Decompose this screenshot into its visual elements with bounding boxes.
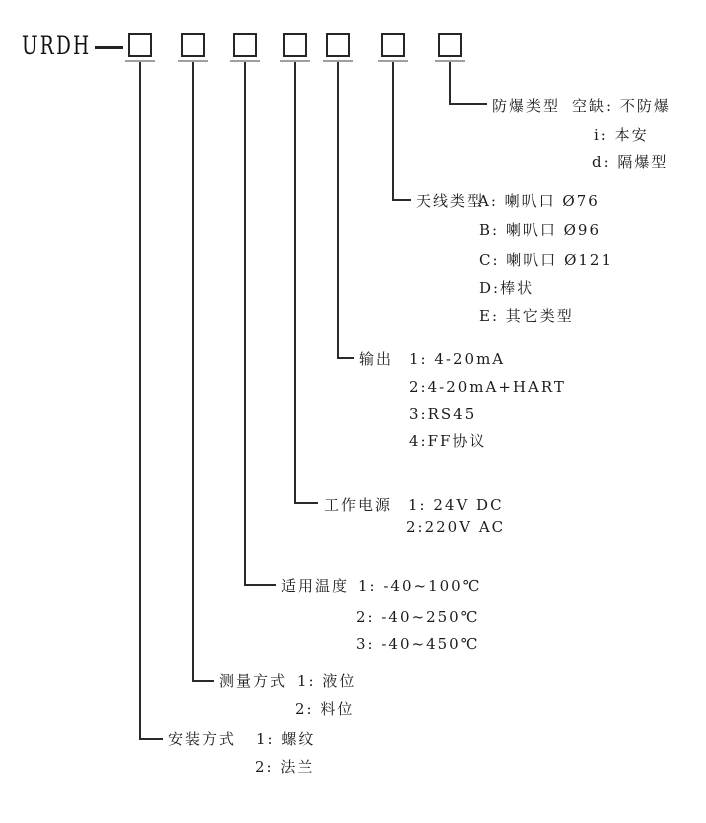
section-label-antenna-type: 天线类型 (416, 192, 485, 210)
option-temperature-3: 3: -40~450℃ (356, 635, 480, 653)
code-box-4 (283, 33, 307, 57)
option-explosion-proof-2: i: 本安 (594, 126, 649, 144)
option-output-2: 2:4-20mA+HART (409, 378, 566, 396)
connector-drop-measurement (192, 62, 194, 682)
section-label-mounting: 安装方式 (168, 730, 237, 748)
code-box-2 (181, 33, 205, 57)
product-code-label: URDH (22, 31, 92, 60)
connector-drop-power (294, 62, 296, 504)
section-label-measurement: 测量方式 (219, 672, 288, 690)
option-temperature-1: 1: -40~100℃ (358, 577, 482, 595)
option-measurement-1: 1: 液位 (297, 672, 357, 690)
option-power-2: 2:220V AC (406, 518, 506, 536)
code-box-3 (233, 33, 257, 57)
connector-drop-antenna (392, 62, 394, 201)
option-measurement-2: 2: 料位 (295, 700, 355, 718)
section-label-explosion-proof: 防爆类型 (492, 97, 561, 115)
option-explosion-proof-3: d: 隔爆型 (592, 153, 669, 171)
connector-arm-explosion (449, 103, 487, 105)
option-power-1: 1: 24V DC (408, 496, 504, 514)
code-box-7 (438, 33, 462, 57)
option-antenna-3: C: 喇叭口 Ø121 (479, 251, 613, 269)
connector-drop-output (337, 62, 339, 359)
connector-arm-mounting (139, 738, 163, 740)
option-mounting-2: 2: 法兰 (255, 758, 315, 776)
option-antenna-2: B: 喇叭口 Ø96 (479, 221, 601, 239)
connector-arm-measurement (192, 680, 214, 682)
dash-line (95, 46, 123, 49)
connector-arm-output (337, 357, 354, 359)
connector-arm-antenna (392, 199, 411, 201)
option-temperature-2: 2: -40~250℃ (356, 608, 480, 626)
option-antenna-5: E: 其它类型 (479, 307, 574, 325)
option-output-1: 1: 4-20mA (409, 350, 506, 368)
connector-drop-temperature (244, 62, 246, 586)
section-label-power-supply: 工作电源 (324, 496, 393, 514)
option-output-4: 4:FF协议 (409, 432, 487, 450)
code-box-5 (326, 33, 350, 57)
code-box-1 (128, 33, 152, 57)
option-output-3: 3:RS45 (409, 405, 477, 423)
option-antenna-4: D:棒状 (479, 279, 535, 297)
code-box-6 (381, 33, 405, 57)
option-mounting-1: 1: 螺纹 (256, 730, 316, 748)
section-label-output: 输出 (359, 350, 394, 368)
section-label-temperature: 适用温度 (281, 577, 350, 595)
connector-arm-power (294, 502, 318, 504)
option-explosion-proof-1: 空缺: 不防爆 (572, 97, 671, 115)
connector-drop-mounting (139, 62, 141, 740)
connector-arm-temperature (244, 584, 276, 586)
option-antenna-1: A: 喇叭口 Ø76 (478, 192, 600, 210)
connector-drop-explosion (449, 62, 451, 105)
